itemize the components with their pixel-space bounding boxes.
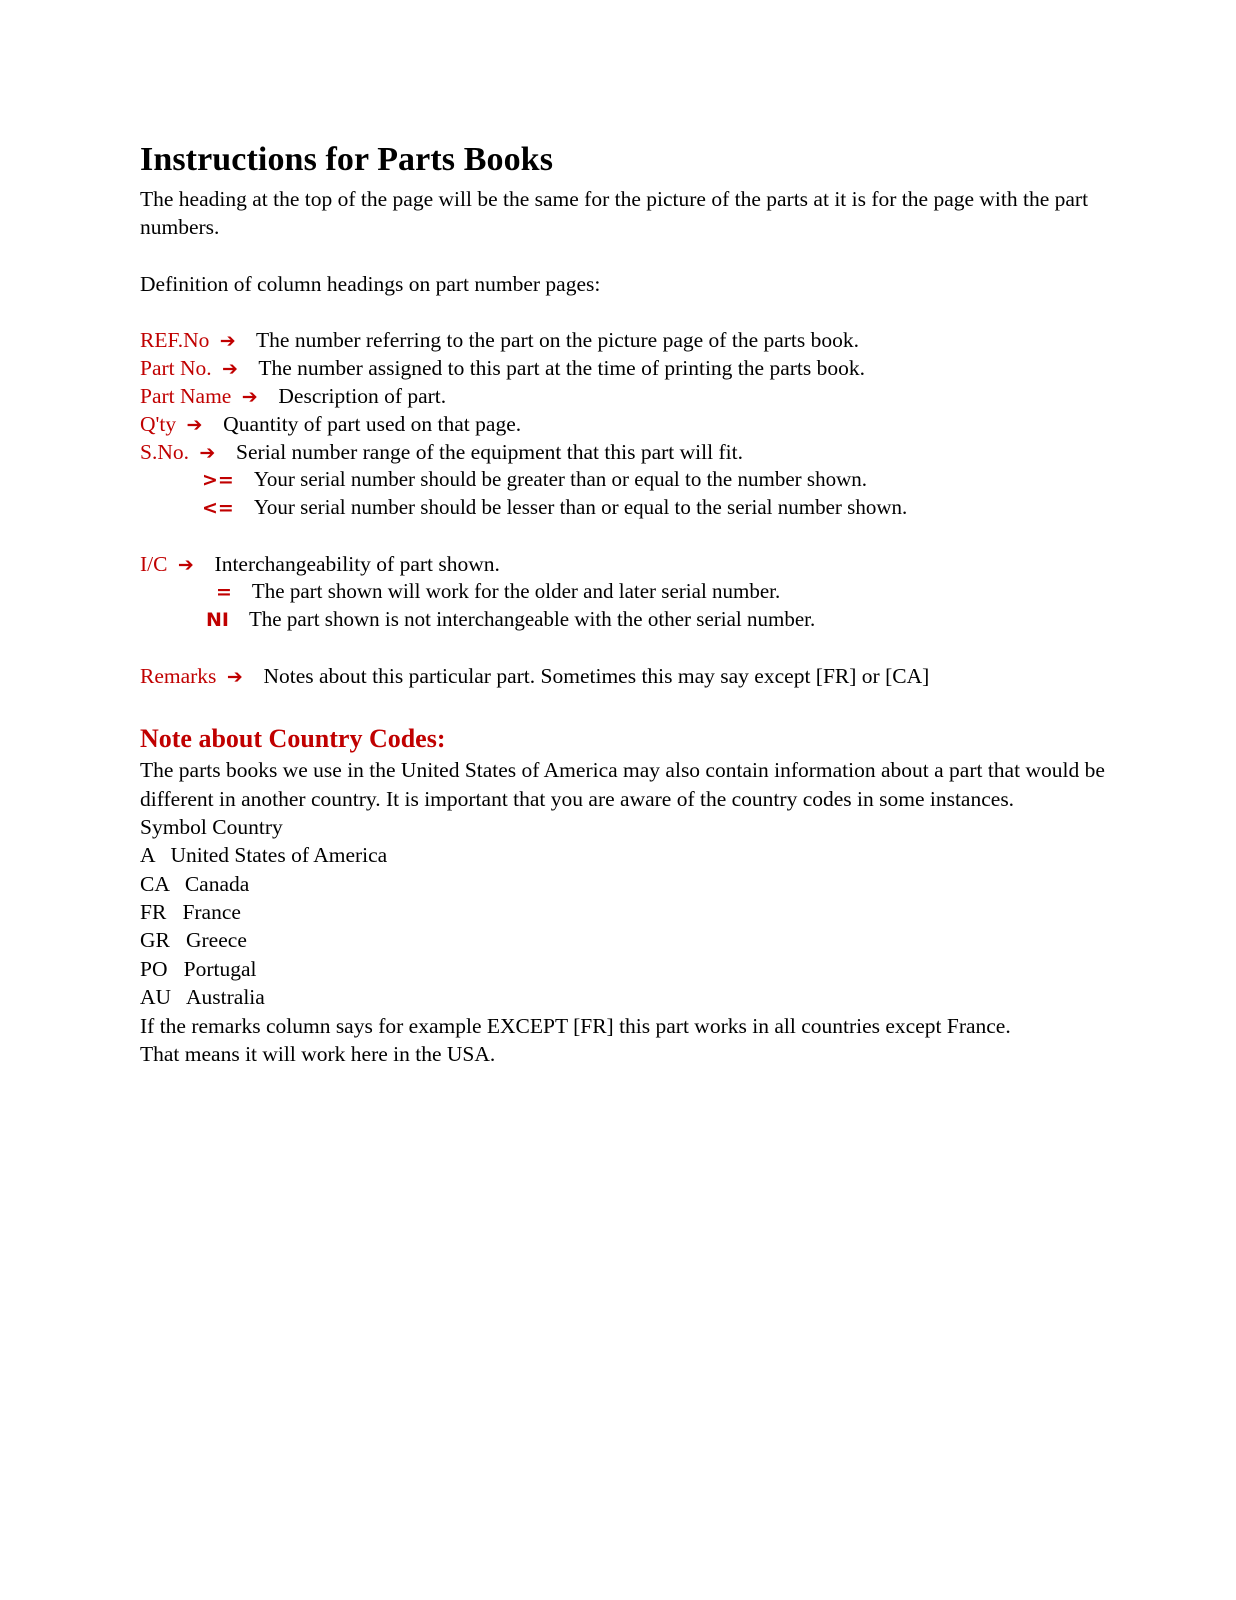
country-code-row <box>140 898 1118 926</box>
definitions-list <box>140 326 1118 522</box>
ni-symbol: NI <box>206 609 229 632</box>
definition-row <box>140 382 1118 410</box>
interchange-symbol-text: The part shown is not interchangeable with the other serial number. <box>248 607 816 632</box>
country-codes-footer2: That means it will work here in the USA. <box>140 1041 496 1066</box>
spacer <box>140 242 1118 270</box>
country-code-name: Greece <box>186 928 247 953</box>
country-code-symbol: GR <box>140 928 170 953</box>
serial-symbol-text: Your serial number should be greater than or equal to the number shown. <box>253 467 867 492</box>
definition-description: Interchangeability of part shown. <box>214 552 500 577</box>
definition-term: Q'ty <box>140 412 177 437</box>
intro-paragraph: The heading at the top of the page will be the same for the picture of the parts at it is for the page with the part numbers. <box>140 187 1089 240</box>
country-code-row <box>140 870 1118 898</box>
definition-description: Quantity of part used on that page. <box>223 412 522 437</box>
country-code-name: Canada <box>184 871 250 896</box>
country-code-symbol: FR <box>140 900 167 925</box>
interchange-symbol-text: The part shown will work for the older and later serial number. <box>251 579 781 604</box>
country-codes-line2: different in another country. It is important that you are aware of the country codes in some instances. <box>140 786 1015 811</box>
country-code-name: United States of America <box>170 843 388 868</box>
country-code-symbol: A <box>140 843 155 868</box>
right-arrow-icon: ➔ <box>177 554 194 577</box>
definition-term: REF.No <box>140 328 210 353</box>
equals-symbol: = <box>216 581 232 604</box>
definition-description: Description of part. <box>278 384 447 409</box>
definition-description: Serial number range of the equipment that this part will fit. <box>236 440 743 465</box>
country-code-symbol: CA <box>140 871 169 896</box>
right-arrow-icon: ➔ <box>186 414 203 437</box>
country-codes-line1: The parts books we use in the United States of America may also contain information about a part that would be <box>140 758 1105 783</box>
country-code-name: France <box>182 900 241 925</box>
right-arrow-icon: ➔ <box>241 386 258 409</box>
country-code-symbol: PO <box>140 956 168 981</box>
spacer <box>140 298 1118 326</box>
definition-description: The number assigned to this part at the time of printing the parts book. <box>258 356 865 381</box>
country-code-name: Portugal <box>183 956 257 981</box>
country-code-row <box>140 926 1118 954</box>
country-code-row <box>140 955 1118 983</box>
greater-equal-symbol: >= <box>202 469 234 492</box>
definition-description: The number referring to the part on the picture page of the parts book. <box>256 328 860 353</box>
country-code-row <box>140 983 1118 1011</box>
country-code-name: Australia <box>186 985 265 1010</box>
serial-symbol-row <box>140 494 1118 522</box>
definition-term: S.No. <box>140 440 189 465</box>
definition-row <box>140 354 1118 382</box>
definition-row <box>140 438 1118 466</box>
definition-term: Part Name <box>140 384 232 409</box>
definition-term: I/C <box>140 552 168 577</box>
right-arrow-icon: ➔ <box>222 358 238 381</box>
definition-row <box>140 410 1118 438</box>
country-code-symbol: AU <box>140 985 172 1010</box>
interchange-symbol-row <box>140 578 1118 606</box>
right-arrow-icon: ➔ <box>219 330 236 353</box>
interchange-symbol-row <box>140 606 1118 634</box>
country-codes-table-header: Symbol Country <box>140 814 283 839</box>
right-arrow-icon: ➔ <box>199 442 216 465</box>
spacer <box>140 634 1118 662</box>
serial-symbol-text: Your serial number should be lesser than or equal to the serial number shown. <box>253 495 908 520</box>
definition-row <box>140 326 1118 354</box>
spacer <box>140 522 1118 550</box>
remarks-row <box>140 662 1118 690</box>
definition-term: Part No. <box>140 356 212 381</box>
page-title: Instructions for Parts Books <box>140 141 554 178</box>
interchange-row <box>140 550 1118 578</box>
serial-symbol-row <box>140 466 1118 494</box>
definitions-lead: Definition of column headings on part number pages: <box>140 271 601 296</box>
right-arrow-icon: ➔ <box>226 666 243 689</box>
definition-description: Notes about this particular part. Sometimes this may say except [FR] or [CA] <box>263 664 930 689</box>
less-equal-symbol: <= <box>202 497 234 520</box>
country-codes-heading: Note about Country Codes: <box>140 724 446 754</box>
country-code-row <box>140 841 1118 869</box>
country-codes-footer1: If the remarks column says for example EXCEPT [FR] this part works in all countries except France. <box>140 1013 1011 1038</box>
spacer <box>140 690 1118 724</box>
definition-term: Remarks <box>140 664 217 689</box>
